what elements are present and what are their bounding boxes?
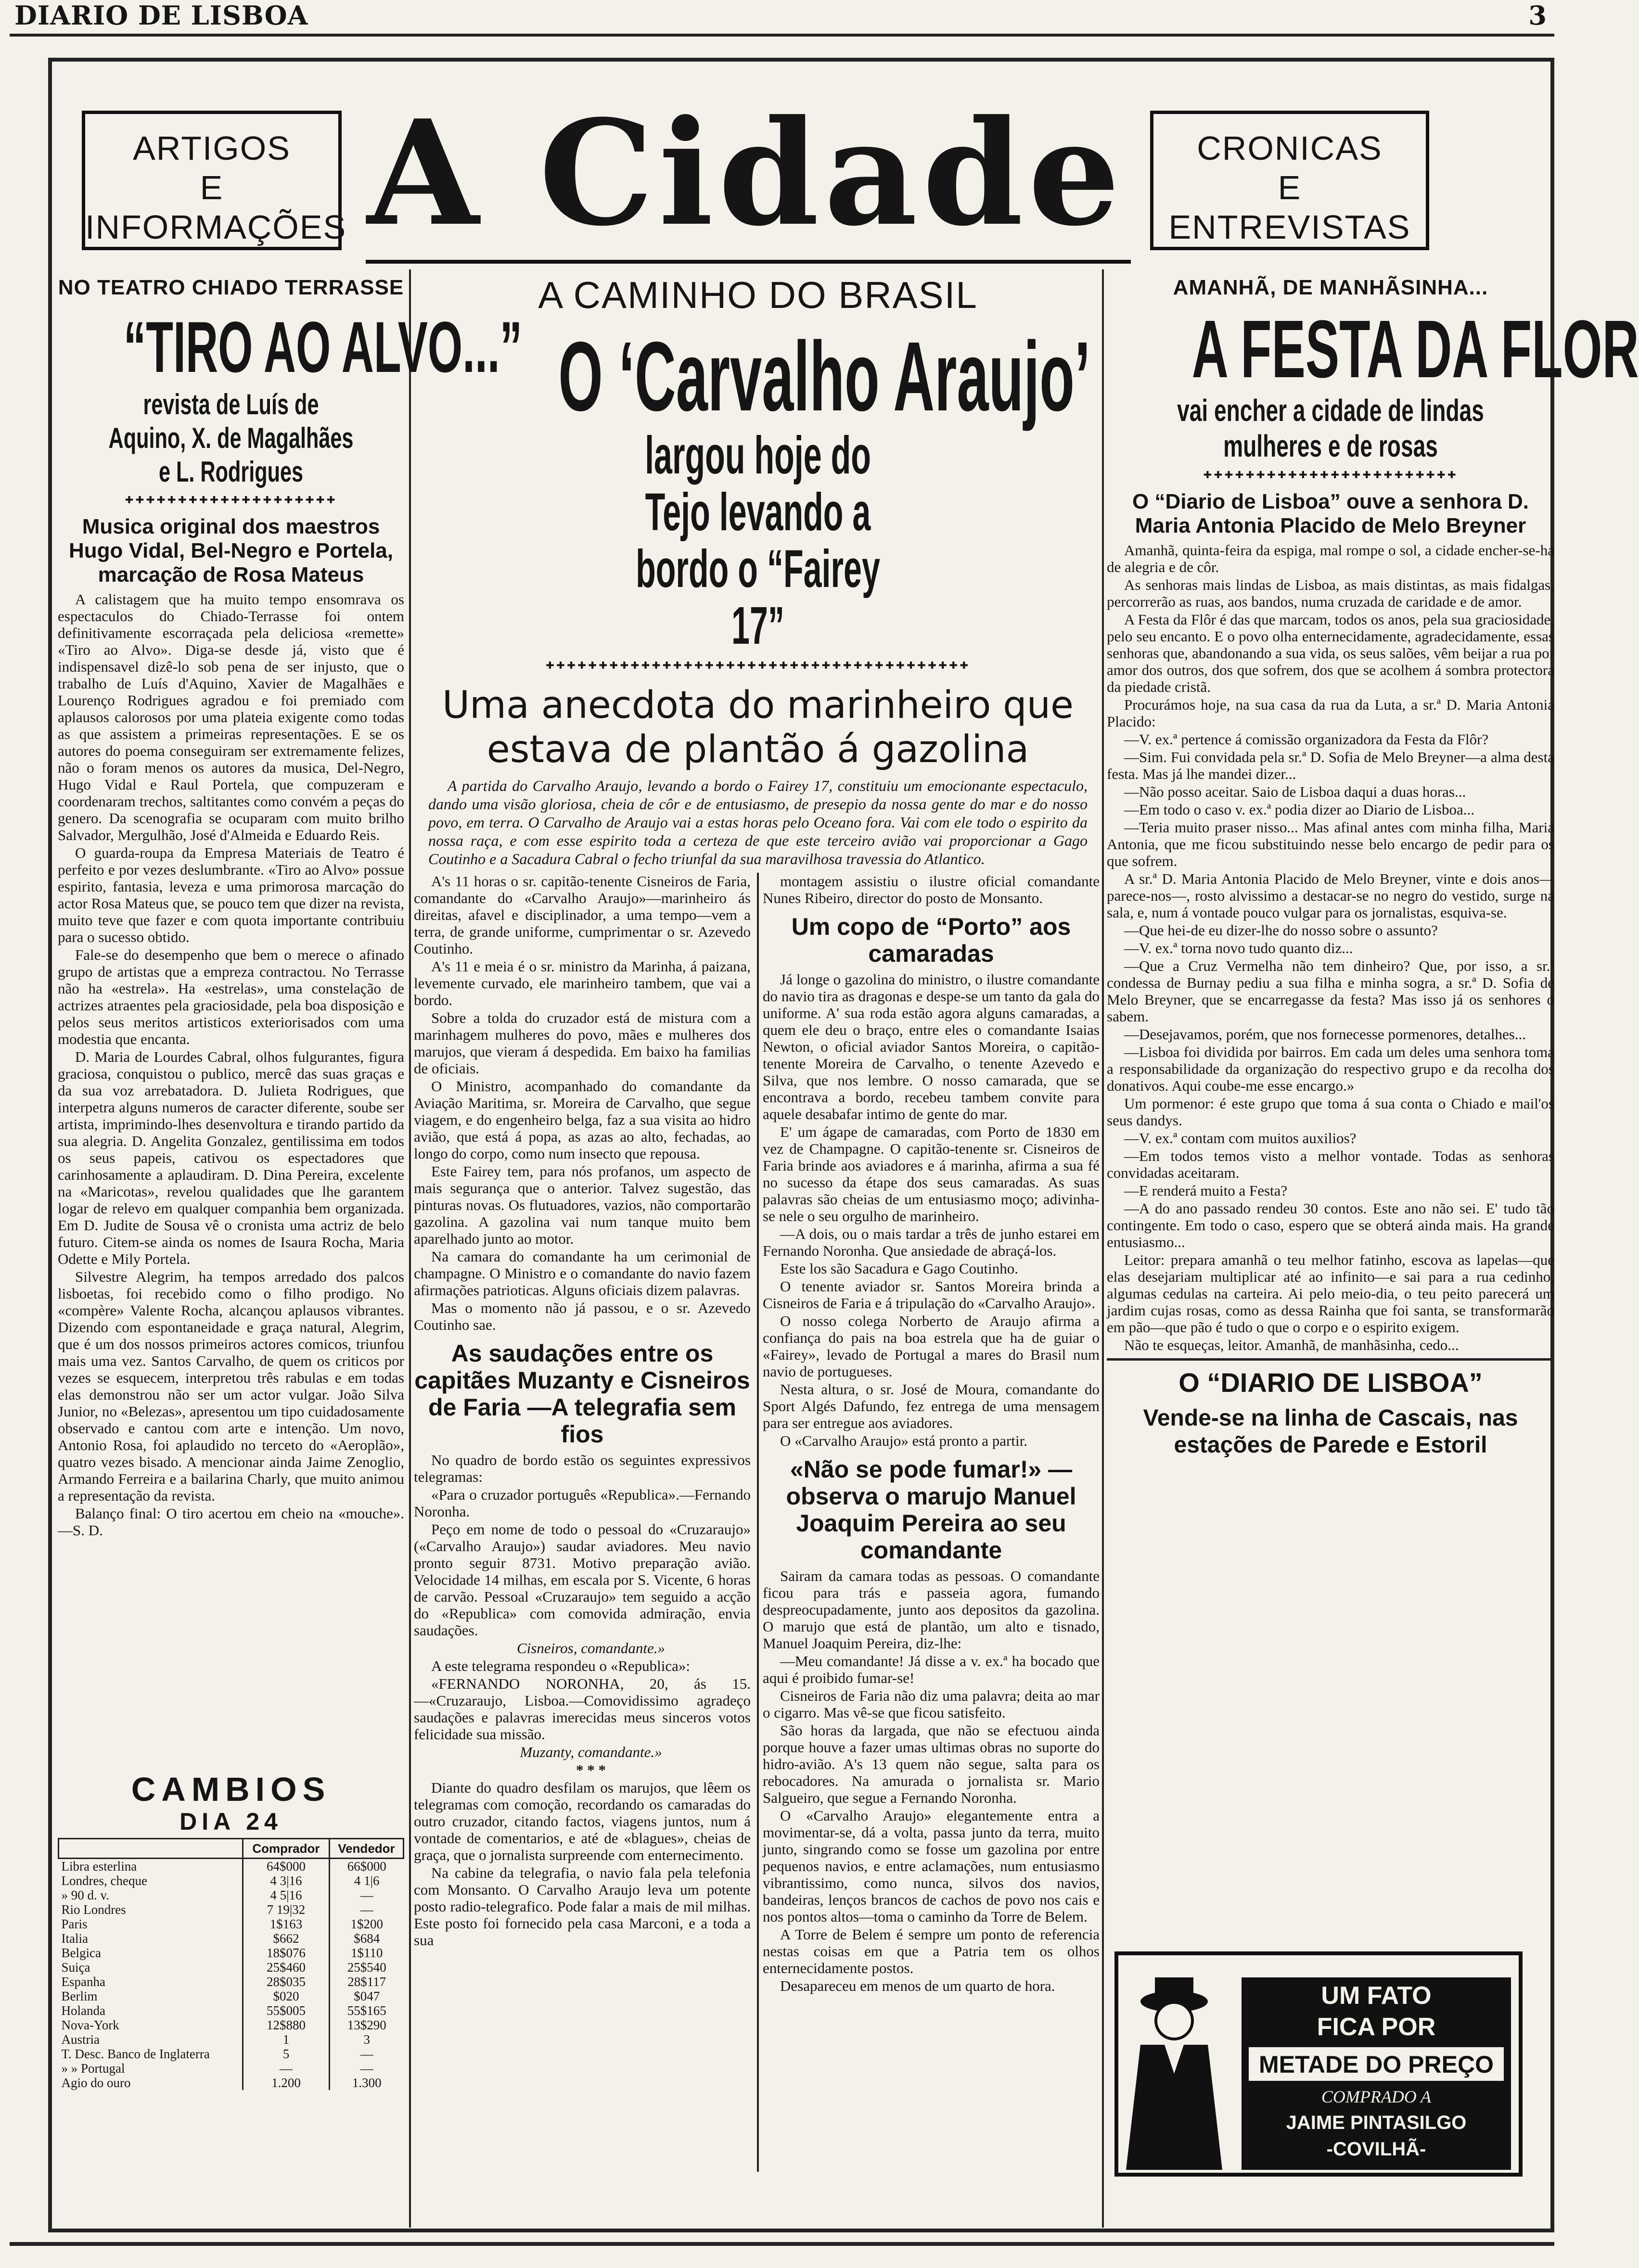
article-paragraph: —Sim. Fui convidada pela sr.ª D. Sofia de Melo Breyner—a alma desta festa. Mas já lhe mandei dizer... (1107, 749, 1554, 782)
article-paragraph: —E renderá muito a Festa? (1124, 1182, 1288, 1199)
sell-rate: 28$117 (329, 1975, 403, 1989)
table-row (59, 1946, 404, 1960)
masthead-right-line: CRONICAS (1197, 129, 1383, 167)
masthead-left-line: ARTIGOS (133, 129, 291, 167)
middle-subcolumns (414, 873, 1102, 2172)
article-paragraph: O guarda-roupa da Empresa Materiais de Teatro é perfeito e por vezes deslumbrante. «Tiro ao Alvo» possue espirito, fantasia, leveza e uma primorosa marcação do actor Rosa Mateus que, se pouco tem que dizer na revista, muito teve que fazer e com quota importante contribuiu para o sucesso obtido. (58, 844, 404, 945)
left-column (58, 269, 523, 1540)
ornament-rule: ✚✚✚✚✚✚✚✚✚✚✚✚✚✚✚✚✚✚✚✚ (125, 492, 337, 508)
buy-rate: 55$005 (243, 2003, 330, 2018)
article-paragraph: D. Maria de Lourdes Cabral, olhos fulgurantes, figura graciosa, conquistou o publico, mercê das suas graças e da sua voz arrebatadora. D. Julieta Rodrigues, que interpetra alguns numeros de caracter diferente, soube ser artista, imprimindo-lhes desenvoltura e tirando partido da sua alegria. D. Angelita Gonzalez, gentilissima em todos os seus papeis, cativou os espectadores que carinhosamente a aplaudiram. D. Dina Pereira, excelente na «Maricotas», revelou qualidades que lhe garantem logar de relevo em qualquer companhia bem organizada. Em D. Judite de Sousa vê o cronista uma actriz de belo futuro. Citem-se ainda os nomes de Isaura Rocha, Maria Odette e Mily Portela. (58, 1048, 404, 1267)
middle-headline: O ‘Carvalho Araujo’ (558, 321, 1090, 432)
ad-line-6: -COVILHÃ- (1326, 2139, 1426, 2160)
right-headline: A FESTA DA FLOR (1191, 304, 1639, 395)
article-paragraph: —Teria muito praser nisso... Mas afinal antes com minha filha, Maria Antonia, que me ficou substituindo nesse belo encargo de pedir para os que sofrem. (1107, 819, 1554, 869)
table-row (59, 1873, 404, 1888)
buy-rate: 28$035 (243, 1975, 330, 1989)
ornament-rule: ✚✚✚✚✚✚✚✚✚✚✚✚✚✚✚✚✚✚✚✚✚✚✚✚ (1203, 467, 1458, 483)
sell-rate: — (329, 2047, 403, 2061)
sell-rate: 1$200 (329, 1917, 403, 1931)
masthead-right-line: ENTREVISTAS (1168, 208, 1411, 246)
table-row (59, 2032, 404, 2047)
article-paragraph: Silvestre Alegrim, ha tempos arredado dos palcos lisboetas, foi recebido como o filho prodigo. No «compère» Valente Rocha, alcançou aplausos vibrantes. Dizendo com espontaneidade e graça natural, Alegrim, que é um dos nossos primeiros actores comicos, triunfou mais uma vez. Santos Carvalho, de quem os criticos por vezes se esquecem, interpretou três rabulas e em todas elas demonstrou não ser um actor vulgar. João Silva Junior, no «Belezas», apresentou um tipo cuidadosamente observado e cantou com arte e intenção. Um novo, Antonio Rosa, foi aplaudido no terceto do «Aeroplão», quatro vezes bisado. A mencionar ainda Jaime Zenoglio, Armando Ferreira e a bailarina Charly, que muito animou a representação da revista. (58, 1268, 404, 1504)
masthead-left-line: E (200, 169, 224, 206)
article-paragraph: —Não posso aceitar. Saio de Lisboa daqui a duas horas... (1124, 783, 1466, 800)
table-row (59, 1931, 404, 1946)
table-row (59, 2047, 404, 2061)
article-paragraph: Não te esqueças, leitor. Amanhã, de manhãsinha, cedo... (1124, 1337, 1459, 1353)
article-paragraph: Sairam da camara todas as pessoas. O comandante ficou para trás e passeia agora, fumando despreocupadamente, junto aos depositos da gazolina. O marujo que está de plantão, um alto e tisnado, Manuel Joaquim Pereira, diz-lhe: (763, 1567, 1100, 1652)
currency-name: Italia (61, 1931, 88, 1946)
article-paragraph: E' um ágape de camaradas, com Porto de 1830 em vez de Champagne. O capitão-tenente sr. Cisneiros de Faria brinde aos aviadores e á marinha, afirma a sua fé no sucesso da étape dos seus camaradas. As suas palavras são cheias de um entusiasmo moço; adivinha-se nele o seu orgulho de marinheiro. (763, 1123, 1100, 1224)
currency-name: Rio Londres (61, 1902, 126, 1917)
right-subhead: vai encher a cidade de lindas mulheres e de rosas (1177, 393, 1484, 463)
article-paragraph: Sobre a tolda do cruzador está de mistura com a marinhagem mulheres do povo, mães e mulheres dos marujos, que vieram á despedida. Em baixo ha familias de oficiais. (414, 1009, 751, 1077)
page-number: 3 (1528, 0, 1547, 31)
ad-line-2: FICA POR (1317, 2013, 1436, 2041)
currency-name: Londres, cheque (61, 1873, 147, 1888)
article-paragraph: Balanço final: O tiro acertou em cheio na «mouche».—S. D. (58, 1505, 404, 1539)
article-paragraph: Este Fairey tem, para nós profanos, um aspecto de mais segurança que o anterior. Talvez sugestão, das pinturas novas. Os flutuadores, vazios, não comportarão gazolina. A gazolina vai num tanque muito bem aparelhado junto ao motor. (414, 1163, 751, 1247)
column-divider (1102, 269, 1104, 2228)
buy-rate: $020 (243, 1989, 330, 2003)
article-paragraph: Fale-se do desempenho que bem o merece o afinado grupo de artistas que a empreza contractou. No Terrasse não ha «estrela». Ha «estrelas», uma constelação de actrizes atraentes pela graciosidade, pela boa disposição e pelos seus meritos artisticos exteriorisados com uma modestia que encanta. (58, 946, 404, 1047)
sell-rate: 66$000 (329, 1859, 403, 1874)
right-column (1107, 269, 1639, 1463)
table-row (59, 2003, 404, 2018)
sell-rate: 1$110 (329, 1946, 403, 1960)
currency-name: Holanda (61, 2003, 105, 2018)
currency-name: » 90 d. v. (61, 1888, 109, 1902)
section-heading: «Não se pode fumar!» —observa o marujo Manuel Joaquim Pereira ao seu comandante (786, 1456, 1076, 1564)
buy-rate: $662 (243, 1931, 330, 1946)
middle-subhead: largou hoje do Tejo levando a bordo o “Fairey 17” (636, 426, 880, 655)
masthead-left-box (82, 111, 347, 250)
article-paragraph: As senhoras mais lindas de Lisboa, as mais distintas, as mais fidalgas, percorrerão as ruas, aos bandos, numa cruzada de caridade e de amor. (1107, 576, 1554, 610)
article-paragraph: A sr.ª D. Maria Antonia Placido de Melo Breyner, vinte e dois anos—parece-nos—, rosto alvissimo a destacar-se no negro do vestido, surge na sala, e, num á vontade pouco vulgar para os jornalistas, esquiva-se. (1107, 870, 1554, 921)
masthead-left-line: INFORMAÇÕES (85, 208, 347, 246)
promo-text: Vende-se na linha de Cascais, nas estações de Parede e Estoril (1143, 1405, 1518, 1458)
article-paragraph: O nosso colega Norberto de Araujo afirma a confiança do pais na boa estrela que ha de guiar o «Fairey», levado de Portugal a mares do Brasil num navio de portugueses. (763, 1312, 1100, 1380)
sell-rate: 55$165 (329, 2003, 403, 2018)
article-paragraph: A Torre de Belem é sempre um ponto de referencia nestas coisas em que a Patria tem os olhos enternecidamente postos. (763, 1926, 1100, 1976)
promo-title: O “DIARIO DE LISBOA” (1178, 1367, 1483, 1398)
right-article-body (1107, 542, 1554, 1353)
table-row (59, 1975, 404, 1989)
table-row (59, 1989, 404, 2003)
table-row (59, 1960, 404, 1975)
buy-rate: 4 5|16 (243, 1888, 330, 1902)
currency-name: Austria (61, 2032, 100, 2047)
masthead-rule (366, 260, 1131, 264)
article-paragraph: Desapareceu em menos de um quarto de hora. (780, 1977, 1055, 1994)
table-row (59, 1888, 404, 1902)
article-paragraph: Diante do quadro desfilam os marujos, que lêem os telegramas com comoção, recordando os camaradas do outro cruzador, citando factos, viagens juntos, num á vontade de comentarios, e até de «blagues», cheias de graça, que o jornalista surpreende com enternecimento. (414, 1779, 751, 1863)
sell-rate: 13$290 (329, 2018, 403, 2032)
article-paragraph: montagem assistiu o ilustre oficial comandante Nunes Ribeiro, director do posto de Monsanto. (763, 873, 1100, 906)
sell-rate: — (329, 1902, 403, 1917)
middle-overline: A CAMINHO DO BRASIL (538, 274, 978, 316)
table-header: Vendedor (329, 1839, 403, 1859)
buy-rate: 18$076 (243, 1946, 330, 1960)
article-paragraph: —Desejavamos, porém, que nos fornecesse pormenores, detalhes... (1124, 1026, 1526, 1043)
middle-subcolumn-2 (763, 873, 1100, 1995)
ad-line-3: METADE DO PREÇO (1259, 2051, 1494, 2078)
article-paragraph: —V. ex.ª contam com muitos auxilios? (1124, 1130, 1357, 1147)
sell-rate: 25$540 (329, 1960, 403, 1975)
currency-name: Berlim (61, 1989, 98, 2003)
ornament-rule: ✚✚✚✚✚✚✚✚✚✚✚✚✚✚✚✚✚✚✚✚✚✚✚✚✚✚✚✚✚✚✚✚✚✚✚✚✚✚✚✚ (545, 657, 971, 674)
buy-rate: 1$163 (243, 1917, 330, 1931)
masthead-right-box (1150, 111, 1429, 250)
article-paragraph: O Ministro, acompanhado do comandante da Aviação Maritima, sr. Moreira de Carvalho, que segue viagem, e do engenheiro belga, faz a sua visita ao hidro avião, que está á popa, as azas ao alto, fechadas, ao longo do corpo, como num insecto que repousa. (414, 1078, 751, 1162)
table-row (59, 2076, 404, 2090)
article-paragraph: —Lisboa foi dividida por bairros. Em cada um deles uma senhora toma a responsabilidade da organização do respectivo grupo e da recolha dos donativos. Aqui coube-me esse encargo.» (1107, 1044, 1554, 1094)
right-deck: O “Diario de Lisboa” ouve a senhora D. Maria Antonia Placido de Melo Breyner (1132, 490, 1529, 537)
article-paragraph: —Que a Cruz Vermelha não tem dinheiro? Que, por isso, a sr.ª condessa de Burnay pediu a sua filha e minha sogra, a sr.ª D. Sofia de Melo Breyner, que se encarregasse da festa? Mas isso já os senhores o sabem. (1107, 957, 1554, 1025)
table-row (59, 1859, 404, 1874)
middle-column (414, 269, 1102, 2172)
left-subhead: revista de Luís de Aquino, X. de Magalhães e L. Rodrigues (108, 388, 354, 488)
article-paragraph: —A do ano passado rendeu 30 contos. Este ano não sei. E' tudo tão contingente. Em todo o caso, espero que se obterá ainda mais. Ha grande entusiasmo... (1107, 1200, 1554, 1250)
sell-rate: 4 1|6 (329, 1873, 403, 1888)
article-paragraph: Este los são Sacadura e Gago Coutinho. (780, 1260, 1019, 1277)
article-paragraph: «Para o cruzador português «Republica».—Fernando Noronha. (414, 1486, 751, 1520)
article-paragraph: Um pormenor: é este grupo que toma á sua conta o Chiado e mail'os seus dandys. (1107, 1095, 1554, 1129)
footer-rule (10, 2242, 1554, 2246)
ad-line-1: UM FATO (1321, 1982, 1432, 2010)
asterism: * * * (576, 1761, 606, 1778)
article-paragraph: No quadro de bordo estão os seguintes expressivos telegramas: (414, 1452, 751, 1485)
article-paragraph: A calistagem que ha muito tempo ensomrava os espectaculos do Chiado-Terrasse foi ontem definitivamente escorraçada pela deliciosa «remette» «Tiro ao Alvo». Diga-se desde já, visto que é indispensavel dizê-lo sob pena de ser injusto, que o trabalho de Luís d'Aquino, Xavier de Magalhães e Lourenço Rodrigues agradou e foi premiado com aplausos calorosos por uma plateia exigente como todas as que assistem a primeiras representações. E se os autores do poema conseguiram ser extremamente felizes, não o foram menos os autores da musica, Del-Negro, Hugo Vidal e Raul Portela, que compuzeram e coordenaram trechos, saltitantes como convém a peças do genero. Da scenografia se ocuparam com muito brilho Salvador, Mergulhão, José d'Almeida e Eduardo Reis. (58, 591, 404, 843)
article-paragraph: Mas o momento não já passou, e o sr. Azevedo Coutinho sae. (414, 1300, 751, 1333)
article-paragraph: —V. ex.ª torna novo tudo quanto diz... (1124, 940, 1353, 956)
exchange-table (58, 1838, 404, 2090)
currency-name: » » Portugal (61, 2061, 125, 2076)
article-paragraph: Procurámos hoje, na sua casa da rua da Luta, a sr.ª D. Maria Antonia Placido: (1107, 696, 1554, 730)
left-headline: “TIRO AO ALVO...” (123, 306, 523, 387)
article-paragraph: Nesta altura, o sr. José de Moura, comandante do Sport Algés Dafundo, fez entrega de uma mensagem para ser entregue aos aviadores. (763, 1381, 1100, 1431)
table-row (59, 1902, 404, 1917)
article-lead: A partida do Carvalho Araujo, levando a bordo o Fairey 17, constituiu um emocionante espectaculo, dando uma visão gloriosa, cheia de côr e de entusiasmo, de presepio da nossa gente do mar e do nosso povo, em terra. O Carvalho de Araujo vai a estas horas pelo Oceano fora. Vai com ele todo o espirito da nossa raça, e com esse espirito toda a certeza de que este terceiro avião vai proporcionar a Gago Coutinho e a Sacadura Cabral o fecho triunfal da sua maravilhosa travessia do Atlantico. (428, 777, 1088, 867)
article-paragraph: A's 11 horas o sr. capitão-tenente Cisneiros de Faria, comandante do «Carvalho Araujo»—marinheiro ás direitas, afavel e disciplinador, a uma tempo—vem a terra, de grande uniforme, cumprimentar o sr. Azevedo Coutinho. (414, 873, 751, 957)
column-divider (409, 269, 411, 2228)
buy-rate: 12$880 (243, 2018, 330, 2032)
currency-name: Espanha (61, 1975, 105, 1989)
article-paragraph: Já longe o gazolina do ministro, o ilustre comandante do navio tira as dragonas e despe-se um tanto da gala do uniforme. A' sua roda estão agora alguns camaradas, a quem ele deu o braço, entre eles o comandante Isaias Newton, o oficial aviador Santos Moreira, o capitão-tenente Moreira de Carvalho, o tenente Azevedo e Silva, que nos lembre. O nosso camarada, que se encontrava a bordo, recebeu tambem convite para aquele desabafar intimo de gente do mar. (763, 971, 1100, 1122)
article-paragraph: Cisneiros de Faria não diz uma palavra; deita ao mar o cigarro. Mas vê-se que ficou satisfeito. (763, 1687, 1100, 1721)
article-paragraph: Peço em nome de todo o pessoal do «Cruzaraujo» («Carvalho Araujo») saudar aviadores. Meu navio pronto seguir 8731. Motivo preparação avião. Velocidade 14 milhas, em escala por S. Vicente, 6 horas de carvão. Pessoal «Cruzaraujo» tem seguido a acção do «Republica» com comovida admiração, envia saudações. (414, 1521, 751, 1639)
article-paragraph: —Em todo o caso v. ex.ª podia dizer ao Diario de Lisboa... (1124, 801, 1474, 818)
signature: Muzanty, comandante.» (520, 1744, 662, 1760)
advertisement (1112, 1949, 1525, 2179)
currency-name: Libra esterlina (61, 1859, 137, 1873)
currency-name: Belgica (61, 1946, 101, 1960)
article-paragraph: —V. ex.ª pertence á comissão organizadora da Festa da Flôr? (1124, 731, 1489, 748)
sell-rate: $047 (329, 1989, 403, 2003)
buy-rate: 25$460 (243, 1960, 330, 1975)
column-divider (757, 873, 759, 2172)
right-kicker: AMANHÃ, DE MANHÃSINHA... (1173, 276, 1488, 299)
page-header (0, 0, 1571, 29)
currency-name: Suiça (61, 1960, 90, 1975)
anecdote-title: Uma anecdota do marinheiro que estava de plantão á gazolina (442, 684, 1074, 771)
article-paragraph: O tenente aviador sr. Santos Moreira brinda a Cisneiros de Faria e á tripulação do «Carvalho Araujo». (763, 1278, 1100, 1312)
sell-rate: 3 (329, 2032, 403, 2047)
table-row (59, 1917, 404, 1931)
advertisement-art (1112, 1949, 1525, 2179)
newspaper-name: DIARIO DE LISBOA (14, 0, 308, 31)
table-row (59, 2061, 404, 2076)
table-header (59, 1839, 243, 1859)
currency-name: Nova-York (61, 2018, 119, 2032)
article-paragraph: Leitor: prepara amanhã o teu melhor fatinho, escova as lapelas—que elas desejariam multiplicar até ao infinito—e sai para a rua cedinho, algumas cedulas na carteira. Ai pelo meio-dia, o teu peito parecerá um jardim cujas rosas, como as dessa Rainha que foi santa, se transformarão em pão—que pão é tudo o que o corpo e o espirito exigem. (1107, 1251, 1554, 1336)
article-paragraph: A Festa da Flôr é das que marcam, todos os anos, pela sua graciosidade, pelo seu encanto. E o povo olha enternecidamente, agradecidamente, essas senhoras que, abandonando a sua vida, os seus salões, vêm beijar a rua por amor dos outros, dos que sofrem, dos que se acolhem á sombra protectora da piedade cristã. (1107, 611, 1554, 695)
left-deck: Musica original dos maestros Hugo Vidal, Bel-Negro e Portela, marcação de Rosa Mateus (69, 515, 393, 586)
article-paragraph: —Meu comandante! Já disse a v. ex.ª ha bocado que aqui é proibido fumar-se! (763, 1653, 1100, 1686)
article-paragraph: São horas da largada, que não se efectuou ainda porque houve a fazer umas ultimas obras no suporte do hidro-avião. A's 13 quem não segue, salta para os rebocadores. Na amurada o jornalista sr. Mario Salgueiro, que segue a Fernando Noronha. (763, 1722, 1100, 1806)
article-paragraph: O «Carvalho Araujo» está pronto a partir. (780, 1432, 1027, 1449)
article-paragraph: Amanhã, quinta-feira da espiga, mal rompe o sol, a cidade encher-se-ha de alegria e de côr. (1107, 542, 1554, 575)
currency-name: T. Desc. Banco de Inglaterra (61, 2047, 210, 2061)
article-paragraph: —Que hei-de eu dizer-lhe do nosso sobre o assunto? (1124, 922, 1438, 939)
left-kicker: NO TEATRO CHIADO TERRASSE (58, 276, 404, 299)
sell-rate: — (329, 1888, 403, 1902)
masthead-right-line: E (1278, 169, 1302, 206)
ad-line-5: JAIME PINTASILGO (1286, 2112, 1467, 2133)
table-row (59, 2018, 404, 2032)
article-paragraph: «FERNANDO NORONHA, 20, ás 15. —«Cruzaraujo, Lisboa.—Comovidissimo agradeço saudações e palavras imerecidas meus sinceros votos felicidade sua missão. (414, 1675, 751, 1743)
buy-rate: 1 (243, 2032, 330, 2047)
header-rule (10, 34, 1554, 37)
exchange-title: CAMBIOS (131, 1771, 331, 1808)
article-paragraph: A's 11 e meia é o sr. ministro da Marinha, á paizana, levemente curvado, ele marinheiro tambem, que vai a bordo. (414, 958, 751, 1008)
buy-rate: 1.200 (243, 2076, 330, 2090)
article-paragraph: Na camara do comandante ha um cerimonial de champagne. O Ministro e o comandante do navio fazem afirmações patrioticas. Alguns oficiais dizem palavras. (414, 1248, 751, 1299)
article-paragraph: A este telegrama respondeu o «Republica»: (431, 1657, 691, 1674)
middle-subcolumn-1 (414, 873, 751, 1949)
currency-name: Agio do ouro (61, 2076, 131, 2090)
exchange-date: DIA 24 (179, 1808, 282, 1835)
ad-line-4: COMPRADO A (1321, 2087, 1432, 2106)
section-rule (1107, 1358, 1554, 1361)
article-paragraph: —A dois, ou o mais tardar a três de junho estarei em Fernando Noronha. Que ansiedade de abraçá-los. (763, 1225, 1100, 1259)
table-header: Comprador (243, 1839, 330, 1859)
article-paragraph: Na cabine da telegrafia, o navio fala pela telefonia com Monsanto. O Carvalho Araujo leva um potente posto radio-telegrafico. Pode falar a mais de mil milhas. Este posto foi fornecido pela casa Marconi, e a toda a sua (414, 1864, 751, 1949)
exchange-rates (58, 1771, 404, 2090)
buy-rate: — (243, 2061, 330, 2076)
article-paragraph: —Em todos temos visto a melhor vontade. Todas as senhoras convidadas aceitaram. (1107, 1147, 1554, 1181)
buy-rate: 64$000 (243, 1859, 330, 1874)
buy-rate: 7 19|32 (243, 1902, 330, 1917)
signature: Cisneiros, comandante.» (517, 1640, 665, 1656)
masthead-title: A Cidade (367, 88, 1125, 258)
sell-rate: 1.300 (329, 2076, 403, 2090)
sell-rate: — (329, 2061, 403, 2076)
article-paragraph: O «Carvalho Araujo» elegantemente entra a movimentar-se, dá a volta, passa junto da terra, muito junto, singrando como se fosse um gazolina por entre pequenos navios, e entre aclamações, num entusiasmo vibrantissimo, como nunca, silvos dos navios, bandeiras, lenços brancos de cachos de povo nos cais e nos pontos altos—toma o caminho da Torre de Belem. (763, 1807, 1100, 1925)
section-heading: As saudações entre os capitães Muzanty e Cisneiros de Faria —A telegrafia sem fios (414, 1340, 750, 1448)
buy-rate: 5 (243, 2047, 330, 2061)
section-heading: Um copo de “Porto” aos camaradas (791, 913, 1071, 967)
sell-rate: $684 (329, 1931, 403, 1946)
buy-rate: 4 3|16 (243, 1873, 330, 1888)
currency-name: Paris (61, 1917, 88, 1931)
